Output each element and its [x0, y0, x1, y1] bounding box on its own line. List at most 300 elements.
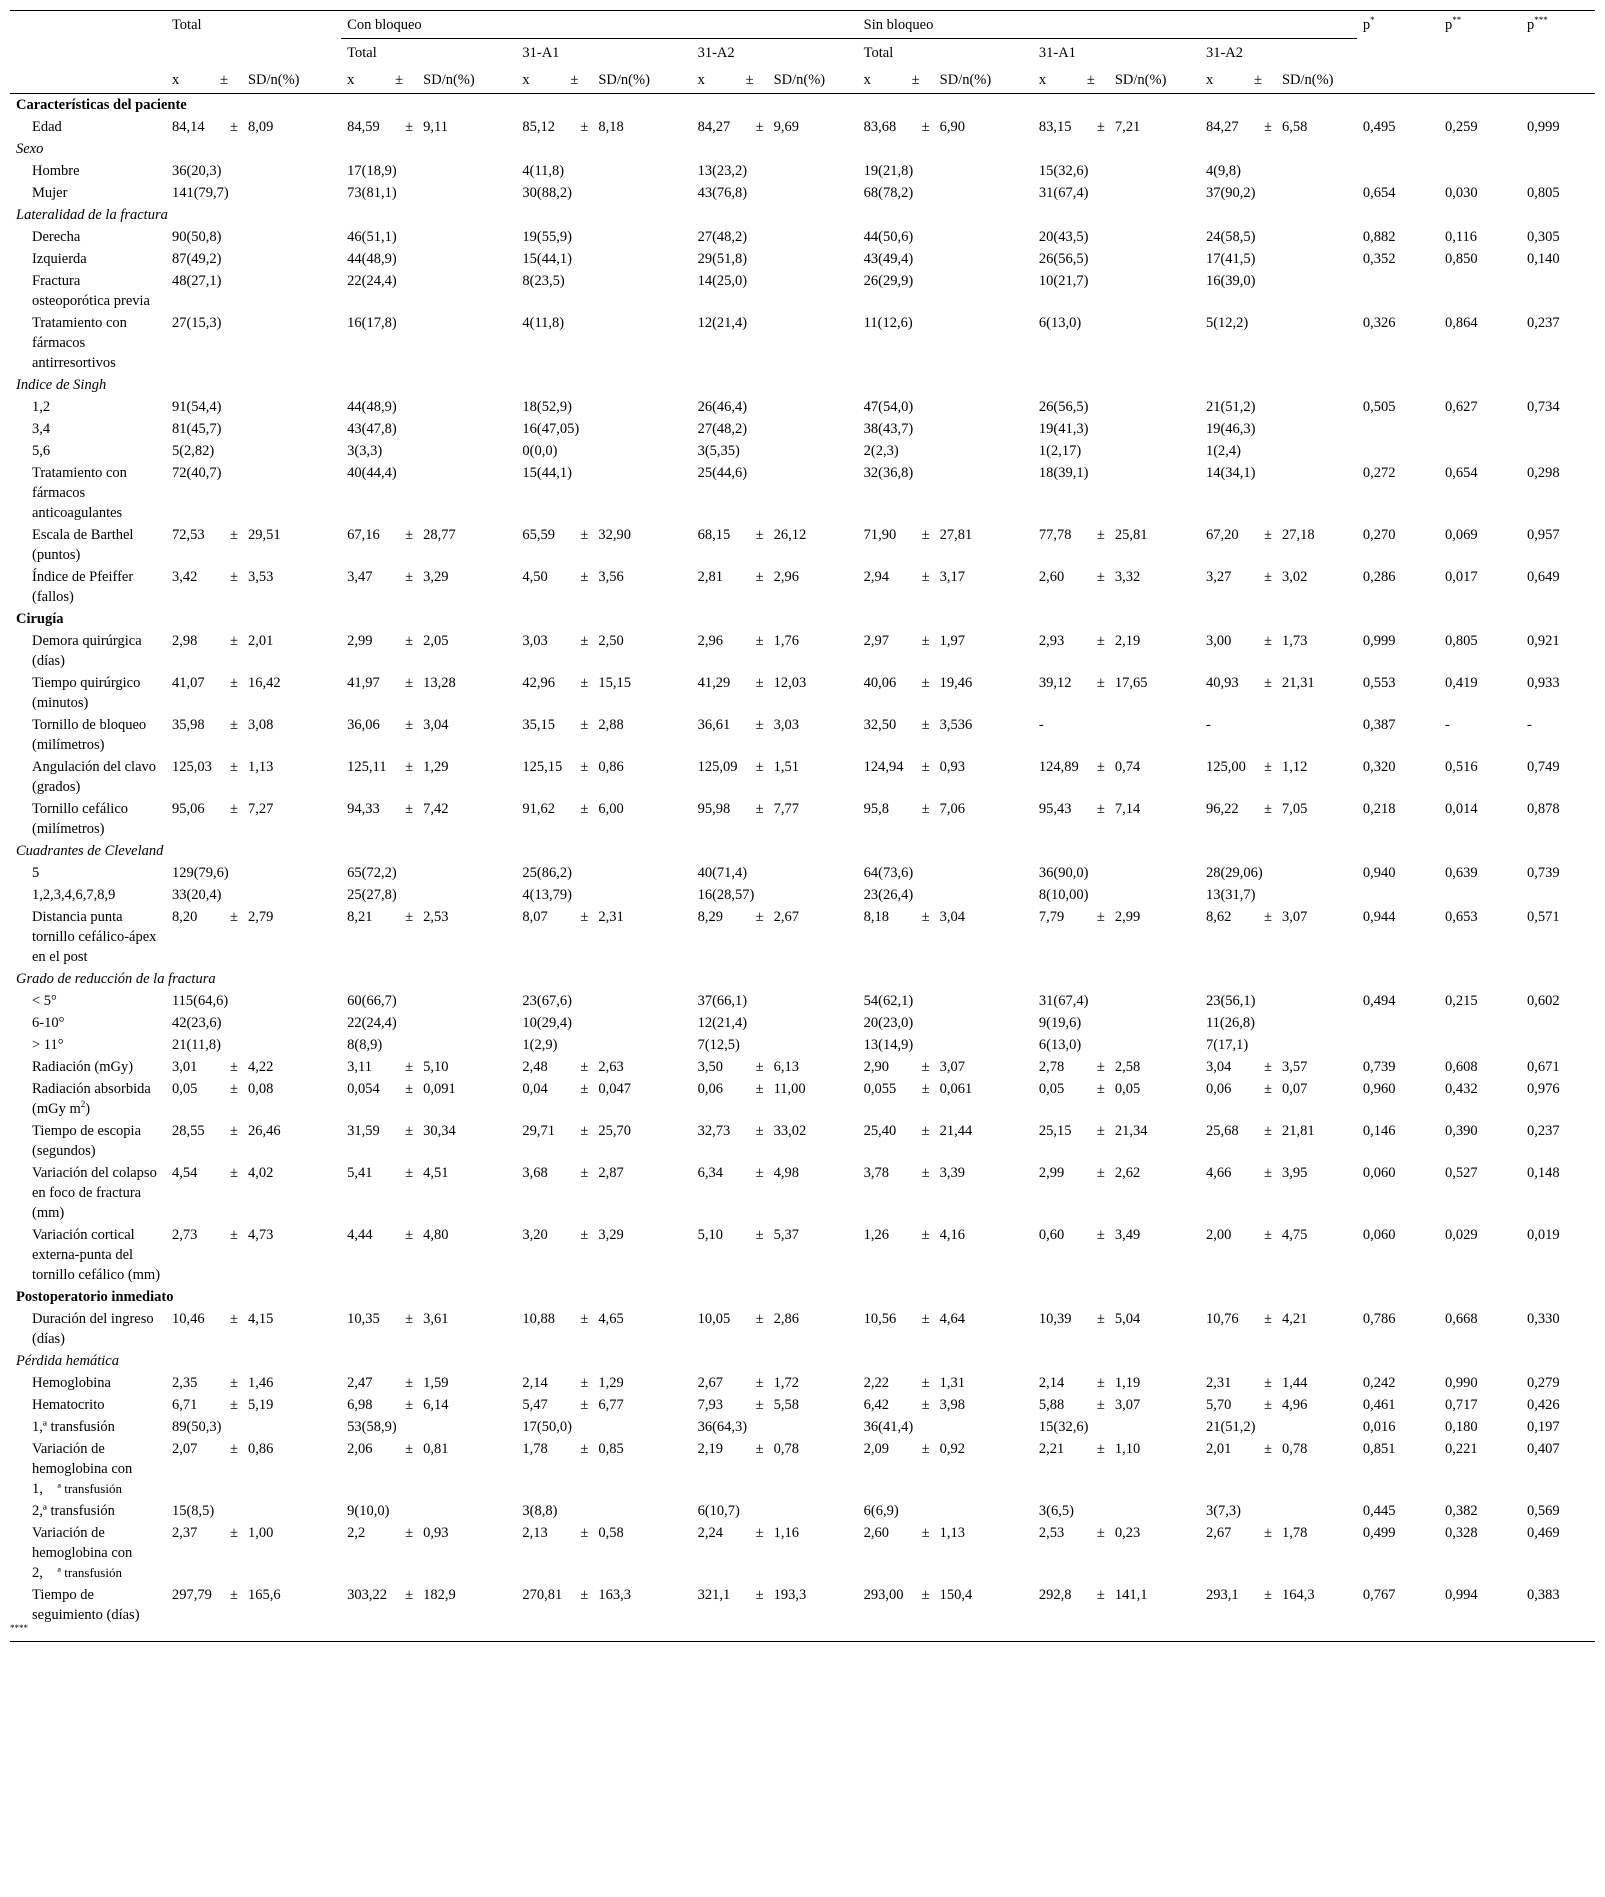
table-row [10, 1078, 1595, 1120]
header-units: x ± SD/n(%) [1033, 66, 1200, 94]
value-cell: 4(11,8) [522, 315, 565, 331]
p-value-cell: 0,921 [1526, 633, 1560, 649]
row-label: Angulación del clavo (grados) [32, 759, 157, 795]
p-value-cell: 0,060 [1362, 1227, 1396, 1243]
table-row [10, 1394, 1595, 1416]
value-cell: 4,66 ± 3,95 [1205, 1165, 1308, 1181]
value-cell: 3(5,35) [697, 443, 740, 459]
value-cell: 3,27 ± 3,02 [1205, 569, 1308, 585]
value-cell: 32(36,8) [863, 465, 914, 481]
table-row [10, 1012, 1595, 1034]
row-label: Demora quirúrgica (días) [32, 633, 142, 669]
table-row [10, 756, 1595, 798]
table-row [10, 312, 1595, 374]
p-value-cell: 0,461 [1362, 1397, 1396, 1413]
value-cell: 25,15 ± 21,34 [1038, 1123, 1148, 1139]
value-cell: 37(90,2) [1205, 185, 1256, 201]
p-value-cell [1439, 884, 1521, 906]
value-cell: 17(50,0) [522, 1419, 572, 1435]
p-value-cell: 0,654 [1362, 185, 1396, 201]
value-cell: 0,04 ± 0,047 [522, 1081, 631, 1097]
value-cell: 26(46,4) [697, 399, 748, 415]
header-total: Total [166, 11, 341, 39]
p-value-cell: 0,237 [1526, 315, 1560, 331]
value-cell: 3(6,5) [1038, 1503, 1074, 1519]
value-cell: 87(49,2) [171, 251, 222, 267]
header-units: x ± SD/n(%) [166, 66, 341, 94]
value-cell: 125,03 ± 1,13 [171, 759, 274, 775]
value-cell: 2,31 ± 1,44 [1205, 1375, 1308, 1391]
p-value-cell: 0,999 [1362, 633, 1396, 649]
row-label: Variación de hemoglobina con 2, ª transfusión [32, 1525, 133, 1581]
value-cell: 2,93 ± 2,19 [1038, 633, 1141, 649]
value-cell: 40(44,4) [347, 465, 397, 481]
value-cell: 7,93 ± 5,58 [697, 1397, 799, 1413]
table-row [10, 418, 1595, 440]
p-value-cell: 0,270 [1362, 527, 1396, 543]
p-value-cell: 0,527 [1444, 1165, 1478, 1181]
p-value-cell: 0,734 [1526, 399, 1560, 415]
value-cell: 46(51,1) [347, 229, 397, 245]
header-p1: p* [1357, 11, 1439, 39]
p-value-cell: 0,850 [1444, 251, 1478, 267]
p-value-cell [1357, 1034, 1439, 1056]
row-label: < 5° [32, 993, 57, 1009]
value-cell: 8,21 ± 2,53 [347, 909, 449, 925]
p-value-cell [1439, 440, 1521, 462]
p-value-cell: 0,328 [1444, 1525, 1478, 1541]
value-cell: 2,24 ± 1,16 [697, 1525, 799, 1541]
value-cell: 10,76 ± 4,21 [1205, 1311, 1308, 1327]
value-cell: 124,94 ± 0,93 [863, 759, 966, 775]
value-cell: 3,01 ± 4,22 [171, 1059, 274, 1075]
value-cell: 41,29 ± 12,03 [697, 675, 807, 691]
value-cell: 7,79 ± 2,99 [1038, 909, 1141, 925]
table-row [10, 440, 1595, 462]
value-cell: 40,06 ± 19,46 [863, 675, 973, 691]
p-value-cell: 0,140 [1526, 251, 1560, 267]
value-cell: 95,98 ± 7,77 [697, 801, 799, 817]
p-value-cell: 0,272 [1362, 465, 1396, 481]
p-value-cell: 0,445 [1362, 1503, 1396, 1519]
value-cell: 7(12,5) [697, 1037, 740, 1053]
p-value-cell: 0,197 [1526, 1419, 1560, 1435]
category-heading: Grado de reducción de la fractura [16, 971, 216, 987]
value-cell: 15(8,5) [171, 1503, 215, 1519]
table-row [10, 524, 1595, 566]
value-cell: 10,46 ± 4,15 [171, 1311, 274, 1327]
header-sin-a1: 31-A1 [1038, 45, 1076, 61]
value-cell: 68(78,2) [863, 185, 914, 201]
p-value-cell: 0,608 [1444, 1059, 1478, 1075]
value-cell: 27(48,2) [697, 421, 748, 437]
p-value-cell: 0,320 [1362, 759, 1396, 775]
value-cell: 26(29,9) [863, 273, 914, 289]
value-cell: 23(26,4) [863, 887, 914, 903]
row-label: Hombre [32, 163, 80, 179]
value-cell: 3,68 ± 2,87 [522, 1165, 624, 1181]
value-cell: 64(73,6) [863, 865, 914, 881]
category-heading: Cuadrantes de Cleveland [16, 843, 164, 859]
category-row [10, 204, 1595, 226]
p-value-cell: 0,739 [1362, 1059, 1396, 1075]
value-cell: 2,99 ± 2,62 [1038, 1165, 1141, 1181]
value-cell: 2,96 ± 1,76 [697, 633, 799, 649]
value-cell: 10,88 ± 4,65 [522, 1311, 624, 1327]
category-heading: Lateralidad de la fractura [16, 207, 168, 223]
p-value-cell [1357, 884, 1439, 906]
value-cell: 16(28,57) [697, 887, 755, 903]
p-value-cell: 0,146 [1362, 1123, 1396, 1139]
p-value-cell: 0,326 [1362, 315, 1396, 331]
row-label: Variación cortical externa-punta del tornillo cefálico (mm) [32, 1227, 161, 1283]
p-value-cell: 0,639 [1444, 865, 1478, 881]
table-row [10, 1120, 1595, 1162]
value-cell: 43(47,8) [347, 421, 397, 437]
value-cell: 2,35 ± 1,46 [171, 1375, 274, 1391]
value-cell: 15(44,1) [522, 251, 572, 267]
value-cell: 4,54 ± 4,02 [171, 1165, 274, 1181]
value-cell: 83,68 ± 6,90 [863, 119, 966, 135]
row-label: Edad [32, 119, 62, 135]
section-heading: Postoperatorio inmediato [16, 1289, 174, 1305]
p-value-cell: 0,218 [1362, 801, 1396, 817]
value-cell: 8(8,9) [347, 1037, 383, 1053]
row-label: Hematocrito [32, 1397, 105, 1413]
value-cell: 0(0,0) [522, 443, 558, 459]
value-cell: 6(6,9) [863, 1503, 899, 1519]
p-value-cell: - [1444, 717, 1450, 733]
value-cell: 31,59 ± 30,34 [347, 1123, 456, 1139]
value-cell: 71,90 ± 27,81 [863, 527, 973, 543]
value-cell: 292,8 ± 141,1 [1033, 1584, 1200, 1642]
value-cell: 25,40 ± 21,44 [863, 1123, 973, 1139]
value-cell: 42(23,6) [171, 1015, 222, 1031]
row-label: Tiempo quirúrgico (minutos) [32, 675, 141, 711]
value-cell: 31(67,4) [1038, 993, 1089, 1009]
p-value-cell: 0,933 [1526, 675, 1560, 691]
row-label: Tornillo cefálico (milímetros) [32, 801, 129, 837]
value-cell: 65,59 ± 32,90 [522, 527, 631, 543]
p-value-cell: 0,030 [1444, 185, 1478, 201]
value-cell: 1(2,4) [1205, 443, 1241, 459]
p-value-cell: 0,495 [1362, 119, 1396, 135]
p-value-cell [1439, 1012, 1521, 1034]
value-cell: 6(13,0) [1038, 1037, 1082, 1053]
p-value-cell: 0,739 [1526, 865, 1560, 881]
value-cell: 2,37 ± 1,00 [171, 1525, 274, 1541]
value-cell: 12(21,4) [697, 1015, 748, 1031]
p-value-cell: 0,668 [1444, 1311, 1478, 1327]
value-cell: 293,00 ± 150,4 [858, 1584, 1033, 1642]
value-cell: 40,93 ± 21,31 [1205, 675, 1315, 691]
p-value-cell: 0,499 [1362, 1525, 1396, 1541]
value-cell: 37(66,1) [697, 993, 748, 1009]
value-cell: 2,14 ± 1,19 [1038, 1375, 1141, 1391]
table-row [10, 1522, 1595, 1584]
value-cell: 6,42 ± 3,98 [863, 1397, 966, 1413]
value-cell: 5,47 ± 6,77 [522, 1397, 624, 1413]
value-cell: 31(67,4) [1038, 185, 1089, 201]
p-value-cell: - [1526, 717, 1532, 733]
value-cell: 3,78 ± 3,39 [863, 1165, 966, 1181]
p-value-cell: 0,330 [1526, 1311, 1560, 1327]
value-cell: 32,73 ± 33,02 [697, 1123, 807, 1139]
value-cell: 3,03 ± 2,50 [522, 633, 624, 649]
value-cell: 18(52,9) [522, 399, 572, 415]
value-cell: 28,55 ± 26,46 [171, 1123, 281, 1139]
value-cell: 4(11,8) [522, 163, 565, 179]
value-cell: 73(81,1) [347, 185, 397, 201]
value-cell: 0,06 ± 11,00 [697, 1081, 806, 1097]
value-cell: 29,71 ± 25,70 [522, 1123, 631, 1139]
header-empty [10, 11, 166, 39]
value-cell: 25(27,8) [347, 887, 397, 903]
value-cell: 36(41,4) [863, 1419, 914, 1435]
value-cell: 2,00 ± 4,75 [1205, 1227, 1308, 1243]
p-value-cell: 0,352 [1362, 251, 1396, 267]
value-cell: 20(23,0) [863, 1015, 914, 1031]
p-value-cell: 0,221 [1444, 1441, 1478, 1457]
section-row [10, 608, 1595, 630]
value-cell: 15(32,6) [1038, 163, 1089, 179]
value-cell: 0,05 ± 0,05 [1038, 1081, 1141, 1097]
value-cell: 41,07 ± 16,42 [171, 675, 281, 691]
value-cell: 10,56 ± 4,64 [863, 1311, 966, 1327]
statistics-table [10, 10, 1595, 1642]
value-cell: 3,42 ± 3,53 [171, 569, 274, 585]
p-value-cell: 0,864 [1444, 315, 1478, 331]
header-con-a2: 31-A2 [697, 45, 735, 61]
p-value-cell: 0,116 [1444, 229, 1478, 245]
value-cell: 6,34 ± 4,98 [697, 1165, 799, 1181]
header-sin-bloqueo: Sin bloqueo [858, 11, 1357, 39]
value-cell: 13(14,9) [863, 1037, 914, 1053]
row-label: Fractura osteoporótica previa [32, 273, 150, 309]
p-value-cell: 0,960 [1362, 1081, 1396, 1097]
p-value-cell [1521, 884, 1595, 906]
header-row-units [10, 66, 1595, 94]
p-value-cell: 0,602 [1526, 993, 1560, 1009]
value-cell: 40(71,4) [697, 865, 748, 881]
value-cell: 8,20 ± 2,79 [171, 909, 274, 925]
header-row-groups [10, 11, 1595, 39]
value-cell: 2,21 ± 1,10 [1038, 1441, 1141, 1457]
p-value-cell: 0,805 [1526, 185, 1560, 201]
p-value-cell: 0,999 [1526, 119, 1560, 135]
value-cell: 84,27 ± 6,58 [1205, 119, 1308, 135]
table-row [10, 1034, 1595, 1056]
value-cell: 3(3,3) [347, 443, 383, 459]
value-cell: 2,07 ± 0,86 [171, 1441, 274, 1457]
table-row [10, 248, 1595, 270]
p-value-cell: 0,390 [1444, 1123, 1478, 1139]
p-value-cell: 0,237 [1526, 1123, 1560, 1139]
value-cell: 95,43 ± 7,14 [1038, 801, 1141, 817]
value-cell: 3,11 ± 5,10 [347, 1059, 449, 1075]
row-label: Distancia punta tornillo cefálico-ápex en el post [32, 909, 157, 965]
value-cell: 13(23,2) [697, 163, 748, 179]
value-cell: 85,12 ± 8,18 [522, 119, 624, 135]
value-cell: 4(9,8) [1205, 163, 1241, 179]
p-value-cell [1521, 1034, 1595, 1056]
value-cell: 1,78 ± 0,85 [522, 1441, 624, 1457]
table-row [10, 990, 1595, 1012]
value-cell: 32,50 ± 3,536 [863, 717, 973, 733]
value-cell: 20(43,5) [1038, 229, 1089, 245]
table-row [10, 1162, 1595, 1224]
header-row-subgroups [10, 39, 1595, 67]
value-cell: 9(19,6) [1038, 1015, 1082, 1031]
value-cell: 10,35 ± 3,61 [347, 1311, 449, 1327]
value-cell: - [1205, 717, 1211, 733]
p-value-cell: 0,569 [1526, 1503, 1560, 1519]
row-label: Duración del ingreso (días) [32, 1311, 154, 1347]
value-cell: 23(67,6) [522, 993, 572, 1009]
value-cell: 44(48,9) [347, 251, 397, 267]
table-row [10, 906, 1595, 968]
p-value-cell: 0,382 [1444, 1503, 1478, 1519]
p-value-cell: 0,767 [1357, 1584, 1439, 1642]
value-cell: 5,41 ± 4,51 [347, 1165, 449, 1181]
value-cell: 16(39,0) [1205, 273, 1256, 289]
header-con-a1: 31-A1 [522, 45, 560, 61]
value-cell: 129(79,6) [171, 865, 229, 881]
p-value-cell: 0,749 [1526, 759, 1560, 775]
value-cell: 5,70 ± 4,96 [1205, 1397, 1308, 1413]
header-con-bloqueo: Con bloqueo [341, 11, 858, 39]
table-row [10, 462, 1595, 524]
value-cell: 89(50,3) [171, 1419, 222, 1435]
p-value-cell: 0,649 [1526, 569, 1560, 585]
value-cell: 2,98 ± 2,01 [171, 633, 274, 649]
value-cell: 2(2,3) [863, 443, 899, 459]
value-cell: 9(10,0) [347, 1503, 390, 1519]
table-row [10, 396, 1595, 418]
value-cell: 3,00 ± 1,73 [1205, 633, 1308, 649]
value-cell: 65(72,2) [347, 865, 397, 881]
value-cell: 2,06 ± 0,81 [347, 1441, 449, 1457]
value-cell: 19(21,8) [863, 163, 914, 179]
value-cell: 44(50,6) [863, 229, 914, 245]
header-sin-total: Total [863, 45, 894, 61]
value-cell: 16(47,05) [522, 421, 580, 437]
row-label: 1,2,3,4,6,7,8,9 [32, 887, 116, 903]
value-cell: 17(41,5) [1205, 251, 1256, 267]
value-cell: 44(48,9) [347, 399, 397, 415]
value-cell: 36(64,3) [697, 1419, 748, 1435]
section-heading: Cirugía [16, 611, 64, 627]
p-value-cell: 0,215 [1444, 993, 1478, 1009]
p-value-cell [1521, 418, 1595, 440]
header-p2: p** [1439, 11, 1521, 39]
value-cell: 2,60 ± 1,13 [863, 1525, 966, 1541]
p-value-cell: 0,305 [1526, 229, 1560, 245]
value-cell: 115(64,6) [171, 993, 229, 1009]
value-cell: 3,20 ± 3,29 [522, 1227, 624, 1243]
p-value-cell: 0,060 [1362, 1165, 1396, 1181]
value-cell: 22(24,4) [347, 1015, 397, 1031]
p-value-cell: 0,298 [1526, 465, 1560, 481]
value-cell: 19(55,9) [522, 229, 572, 245]
p-value-cell: 0,242 [1362, 1375, 1396, 1391]
row-label: Tiempo de escopia (segundos) [32, 1123, 142, 1159]
value-cell: 2,78 ± 2,58 [1038, 1059, 1141, 1075]
value-cell: 8,29 ± 2,67 [697, 909, 799, 925]
value-cell: 270,81 ± 163,3 [516, 1584, 691, 1642]
value-cell: 2,67 ± 1,72 [697, 1375, 799, 1391]
p-value-cell [1439, 270, 1521, 312]
value-cell: 2,22 ± 1,31 [863, 1375, 966, 1391]
row-label: Izquierda [32, 251, 87, 267]
table-body [10, 94, 1595, 1642]
row-label: Radiación absorbida (mGy $m^2$) [32, 1081, 151, 1117]
section-row [10, 94, 1595, 117]
value-cell: 42,96 ± 15,15 [522, 675, 631, 691]
row-label: Variación del colapso en foco de fractura (mm) [32, 1165, 157, 1221]
row-label: 3,4 [32, 421, 51, 437]
table-row [10, 1056, 1595, 1078]
value-cell: 43(76,8) [697, 185, 748, 201]
p-value-cell: 0,029 [1444, 1227, 1478, 1243]
table-row [10, 714, 1595, 756]
p-value-cell: 0,851 [1362, 1441, 1396, 1457]
value-cell: 8(10,00) [1038, 887, 1089, 903]
value-cell: 4(13,79) [522, 887, 572, 903]
row-label: > 11° [32, 1037, 64, 1053]
p-value-cell: 0,994 [1439, 1584, 1521, 1642]
table-row [10, 116, 1595, 138]
table-row [10, 270, 1595, 312]
value-cell: 5(2,82) [171, 443, 215, 459]
row-label: Tornillo de bloqueo (milímetros) [32, 717, 147, 753]
row-label: 6-10° [32, 1015, 65, 1031]
value-cell: 6(10,7) [697, 1503, 740, 1519]
value-cell: 41,97 ± 13,28 [347, 675, 456, 691]
p-value-cell [1357, 1012, 1439, 1034]
value-cell: 2,09 ± 0,92 [863, 1441, 966, 1457]
value-cell: 54(62,1) [863, 993, 914, 1009]
p-value-cell: 0,940 [1362, 865, 1396, 881]
table-row [10, 630, 1595, 672]
value-cell: 5(12,2) [1205, 315, 1249, 331]
value-cell: 15(32,6) [1038, 1419, 1089, 1435]
value-cell: 2,53 ± 0,23 [1038, 1525, 1141, 1541]
table-row [10, 1372, 1595, 1394]
p-value-cell: 0,259 [1444, 119, 1478, 135]
value-cell: 36(90,0) [1038, 865, 1089, 881]
category-row [10, 1350, 1595, 1372]
value-cell: 28(29,06) [1205, 865, 1263, 881]
value-cell: 125,15 ± 0,86 [522, 759, 624, 775]
value-cell: 6,98 ± 6,14 [347, 1397, 449, 1413]
value-cell: 18(39,1) [1038, 465, 1089, 481]
value-cell: 39,12 ± 17,65 [1038, 675, 1148, 691]
value-cell: 47(54,0) [863, 399, 914, 415]
value-cell: 23(56,1) [1205, 993, 1256, 1009]
value-cell: 84,14 ± 8,09 [171, 119, 274, 135]
value-cell: 293,1 ± 164,3 [1200, 1584, 1357, 1642]
header-units: x ± SD/n(%) [516, 66, 691, 94]
row-label: Índice de Pfeiffer (fallos) [32, 569, 134, 605]
p-value-cell: 0,654 [1444, 465, 1478, 481]
header-units: x ± SD/n(%) [1200, 66, 1357, 94]
value-cell: 1(2,9) [522, 1037, 558, 1053]
value-cell: 15(44,1) [522, 465, 572, 481]
value-cell: 0,06 ± 0,07 [1205, 1081, 1308, 1097]
value-cell: 95,8 ± 7,06 [863, 801, 966, 817]
p-value-cell [1439, 418, 1521, 440]
